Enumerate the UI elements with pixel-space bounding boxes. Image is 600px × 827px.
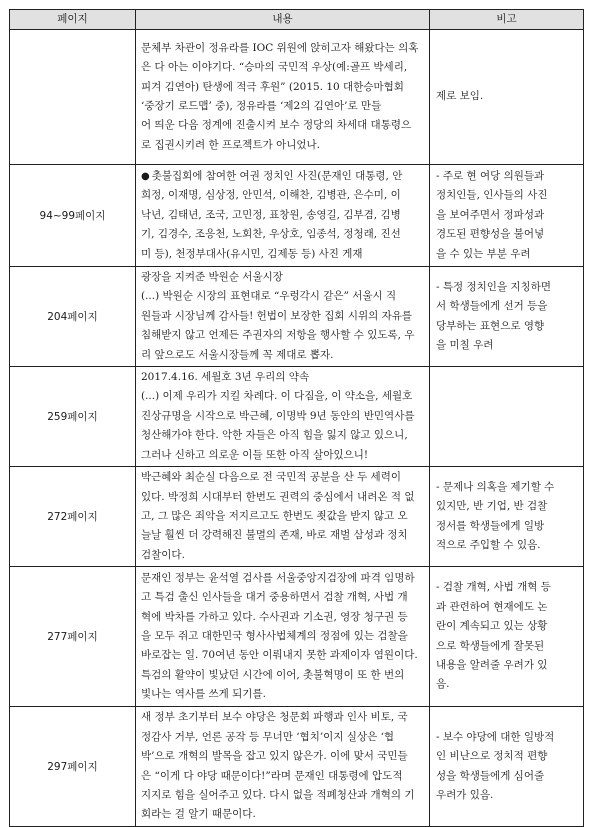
content-text: 촛불집회에 참여한 여권 정치인 사진(문재인 대통령, 안: [151, 170, 403, 182]
content-line: 을 모두 쥐고 대한민국 형사사법체계의 정점에 있는 검찰을: [141, 629, 408, 642]
content-cell: [136, 467, 430, 567]
content-line: 있다. 박정희 시대부터 한번도 권력의 중심에서 내려온 적 없: [141, 490, 415, 503]
content-line: 문체부 차관이 정유라를 IOC 위원에 앉히고자 해왔다는 의혹: [141, 41, 419, 54]
content-line: 리 앞으로도 서울시장들께 꼭 제대로 뽑자.: [141, 348, 334, 361]
table-row: [10, 707, 584, 827]
remark-line: 우려가 있음.: [436, 789, 494, 802]
content-line: 진상규명을 시작으로 박근혜, 이명박 9년 동안의 반민역사를: [141, 409, 415, 422]
remark-line: 제로 보임.: [436, 90, 484, 103]
content-line: 희정, 이재명, 심상정, 안민석, 이해찬, 김병관, 은수미, 이: [141, 189, 401, 202]
remark-line: 정치인들, 인사들의 사진: [436, 189, 548, 202]
remark-line: 성을 학생들에게 심어줄: [436, 769, 545, 782]
remark-line: 내용을 알려줄 우려가 있: [436, 659, 548, 672]
content-line: 은 다 아는 이야기다. “승마의 국민적 우상(예:골프 박세리,: [141, 61, 408, 74]
content-line: 그러나 신하고 의로운 이들 또한 아직 살아있으니!: [141, 448, 369, 461]
content-line: 침해받지 않고 언제든 주권자의 저항을 행사할 수 있도록, 우: [141, 329, 415, 342]
page-cell: 277페이지: [10, 567, 136, 707]
table-row: [10, 367, 584, 467]
remark-line: 음.: [436, 678, 450, 691]
remark-line: - 문제나 의혹을 제기할 수: [436, 480, 555, 493]
content-line: 낙년, 김태년, 조국, 고민정, 표창원, 송영길, 김부겸, 김병: [141, 208, 401, 221]
content-line: 문재인 정부는 윤석열 검사를 서울중앙지검장에 파격 임명하: [141, 571, 415, 584]
remark-line: 경도된 편향성을 불어넣: [436, 228, 545, 241]
content-line: 고 특검 출신 인사들을 대거 중용하면서 검찰 개혁, 사법 개: [141, 591, 408, 604]
remark-cell: [430, 467, 584, 567]
table-row: [10, 267, 584, 367]
content-line: 회라는 걸 알기 때문이다.: [141, 808, 256, 821]
remark-line: 을 수 있는 부분 우려: [436, 247, 531, 260]
remark-line: 을 미칠 우려: [436, 338, 494, 351]
page-cell: 94~99페이지: [10, 165, 136, 267]
remark-line: 서 학생들에게 선거 등을: [436, 300, 548, 313]
content-line: 검찰이다.: [141, 548, 185, 561]
content-line: 미 등), 천정부대사(유시민, 김제동 등) 사진 게재: [141, 247, 363, 260]
header-row: [10, 10, 584, 30]
content-line: 박근혜와 최순실 다음으로 전 국민적 공분을 산 두 세력이: [141, 471, 401, 484]
content-cell: [136, 267, 430, 367]
content-line: 은 “이게 다 야당 때문이다!”라며 문재인 대통령에 압도적: [141, 769, 403, 782]
header-content: 내용: [136, 10, 430, 30]
content-line: 원들과 시장님께 감사들! 헌법이 보장한 집회 시위의 자유를: [141, 309, 413, 322]
content-cell: [136, 165, 430, 267]
content-cell: [136, 567, 430, 707]
remark-line: 으로 학생들에게 잘못된: [436, 639, 545, 652]
content-line: 박’으로 개혁의 발목을 잡고 있지 않은가. 이에 맞서 국민들: [141, 750, 408, 763]
content-line: 특검의 활약이 빛났던 시간에 이어, 촛불혁명이 또 한 번의: [141, 668, 405, 681]
remark-line: - 특정 정치인을 지칭하면: [436, 280, 551, 293]
table-row: [10, 567, 584, 707]
remark-line: 당부하는 표현으로 영향: [436, 319, 545, 332]
content-line: (...) 박원순 시장의 표현대로 “우렁각시 같은” 서울시 직: [141, 290, 397, 303]
table-row: [10, 165, 584, 267]
remark-line: 을 보여주면서 정파성과: [436, 208, 545, 221]
page-cell: 204페이지: [10, 267, 136, 367]
remark-cell: [430, 367, 584, 467]
remark-line: 인 비난으로 정치적 편향: [436, 750, 548, 763]
remark-line: 과 관련하여 현재에도 논: [436, 600, 548, 613]
remark-cell: [430, 707, 584, 827]
remark-cell: [430, 267, 584, 367]
remark-line: 적으로 주입할 수 있음.: [436, 539, 541, 552]
content-line: 새 정부 초기부터 보수 야당은 청문회 파행과 인사 비토, 국: [141, 711, 408, 724]
content-line: 피겨 김연아) 탄생에 적극 후원” (2015. 10 대한승마협회: [141, 80, 404, 93]
content-line: 로 집권시키려 한 프로젝트가 아니었나.: [141, 138, 320, 151]
document-table: [9, 9, 584, 827]
content-line: 청산해가야 한다. 악한 자들은 아직 힘을 잃지 않고 있으니,: [141, 429, 408, 442]
content-line: 바로잡는 일. 70여년 동안 이뤄내지 못한 과제이자 염원이다.: [141, 649, 418, 662]
remark-cell: [430, 567, 584, 707]
content-line: (...) 이제 우리가 지킬 차례다. 이 다짐을, 이 약소을, 세월호: [141, 390, 413, 403]
content-line: 빛나는 역사를 쓰게 되기를.: [141, 688, 266, 701]
remark-line: - 검찰 개혁, 사법 개혁 등: [436, 581, 551, 594]
content-cell: [136, 707, 430, 827]
content-line: 기, 김경수, 조응천, 노회찬, 우상호, 임종석, 정청래, 진선: [141, 228, 401, 241]
content-line: [141, 167, 424, 186]
remark-line: - 주로 현 여당 의원들과: [436, 170, 545, 182]
remark-line: 정서를 학생들에게 일방: [436, 519, 545, 532]
remark-cell: [430, 30, 584, 165]
header-remark: 비고: [430, 10, 584, 30]
content-cell: [136, 367, 430, 467]
content-line: 광장을 지켜준 박원순 서울시장: [141, 271, 283, 284]
page-cell: 259페이지: [10, 367, 136, 467]
bullet-icon: ●: [141, 171, 150, 182]
table-row: [10, 30, 584, 165]
content-cell: [136, 30, 430, 165]
content-line: 2017.4.16. 세월호 3년 우리의 약속: [141, 371, 310, 384]
remark-line: - 보수 야당에 대한 일방적: [436, 730, 555, 743]
page-cell: 272페이지: [10, 467, 136, 567]
content-line: 혁에 박차를 가하고 있다. 수사권과 기소권, 영장 청구권 등: [141, 610, 408, 623]
content-line: ‘중장기 로드맵’ 중), 정유라를 ‘제2의 김연아’로 만들: [141, 100, 382, 112]
content-line: 고, 그 많은 죄악을 저지르고도 한번도 죗값을 받지 않고 오: [141, 509, 408, 522]
page-cell: [10, 30, 136, 165]
content-line: 어 띄운 다음 정계에 진출시켜 보수 정당의 차세대 대통령으: [141, 119, 412, 132]
content-line: 지지로 힘을 실어주고 있다. 다시 없을 적폐청산과 개혁의 기: [141, 789, 415, 802]
remark-line: 있지만, 반 기업, 반 검찰: [436, 500, 548, 513]
content-line: 늘날 훨씬 더 강력해진 불멸의 존재, 바로 재벌 삼성과 정치: [141, 529, 408, 542]
content-line: 정감사 거부, 언론 공작 등 무너만 ‘협치’이지 실상은 ‘협: [141, 730, 395, 743]
header-page: 페이지: [10, 10, 136, 30]
table-row: [10, 467, 584, 567]
page-cell: 297페이지: [10, 707, 136, 827]
remark-line: 란이 계속되고 있는 상황: [436, 620, 548, 633]
remark-cell: [430, 165, 584, 267]
